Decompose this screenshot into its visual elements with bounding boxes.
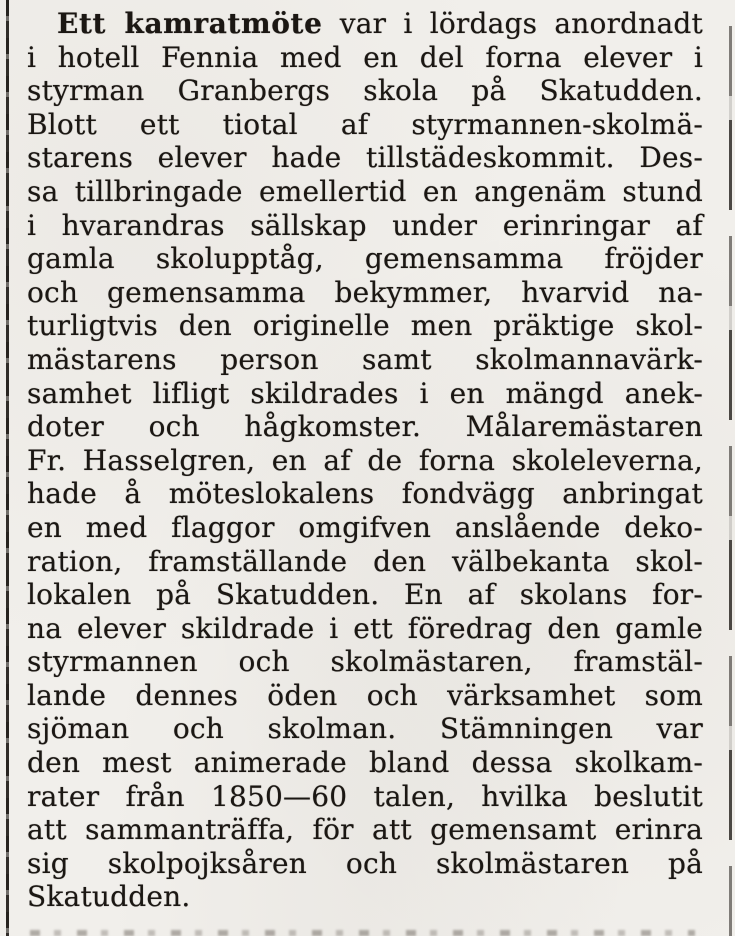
text-line: na elever skildrade i ett föredrag den gamle	[27, 611, 703, 645]
left-column-rule	[6, 0, 9, 936]
text-line: gamla skolupptåg, gemensamma fröjder	[27, 242, 703, 276]
text-line: ration, framställande den välbekanta skol-	[27, 544, 703, 578]
text-line: i hvarandras sällskap under erinringar af	[27, 208, 703, 242]
text-line	[27, 7, 703, 41]
lead-phrase: Ett kamratmöte	[57, 7, 323, 40]
text-line: doter och hågkomster. Målaremästaren	[27, 410, 703, 444]
text-line: lokalen på Skatudden. En af skolans for-	[27, 578, 703, 612]
text-line: den mest animerade bland dessa skolkam-	[27, 746, 703, 780]
text-line: turligtvis den originelle men präktige skol-	[27, 309, 703, 343]
text-line: Fr. Hasselgren, en af de forna skoleleverna,	[27, 443, 703, 477]
text-line: Skatudden.	[27, 880, 191, 914]
text-line: mästarens person samt skolmannavärk-	[27, 342, 703, 376]
text-line: styrman Granbergs skola på Skatudden.	[27, 74, 703, 108]
text-line: i hotell Fennia med en del forna elever i	[27, 40, 703, 74]
text-line: sjöman och skolman. Stämningen var	[27, 712, 703, 746]
text-line: sig skolpojksåren och skolmästaren på	[27, 846, 703, 880]
text-line: att sammanträffa, för att gemensamt erinra	[27, 813, 703, 847]
text-line: rater från 1850—60 talen, hvilka beslutit	[27, 779, 703, 813]
text-line: samhet lifligt skildrades i en mängd anek-	[27, 376, 703, 410]
text-line: styrmannen och skolmästaren, framstäl-	[27, 645, 703, 679]
text-line: sa tillbringade emellertid en angenäm stund	[27, 174, 703, 208]
right-column-rule	[729, 0, 732, 936]
text-line: starens elever hade tillstädeskommit. Des-	[27, 141, 703, 175]
article-column	[27, 7, 703, 930]
text-line-rest: var i lördags anordnadt	[322, 7, 704, 40]
text-line: och gemensamma bekymmer, hvarvid na-	[27, 275, 703, 309]
text-line: en med flaggor omgifven anslående deko-	[27, 510, 703, 544]
text-line: lande dennes öden och värksamhet som	[27, 678, 703, 712]
text-line: Blott ett tiotal af styrmannen-skolmä-	[27, 107, 703, 141]
text-line: hade å möteslokalens fondvägg anbringat	[27, 477, 703, 511]
cutoff-next-line-fragment	[30, 930, 695, 936]
